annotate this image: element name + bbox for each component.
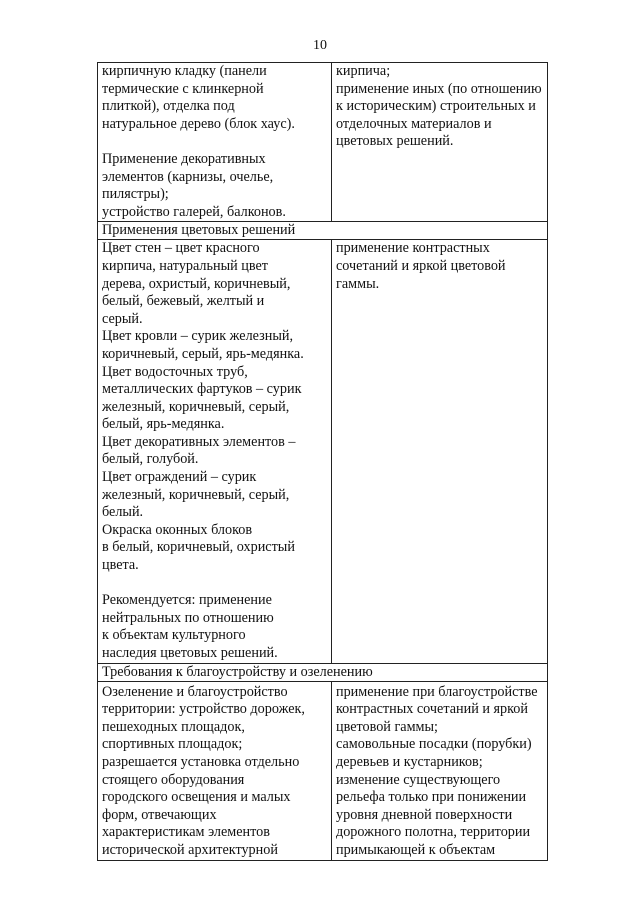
text-line: деревьев и кустарников;	[336, 753, 483, 770]
text-line: белый.	[102, 504, 144, 521]
text-line: к историческим) строительных и	[336, 98, 536, 115]
text-line: сочетаний и яркой цветовой	[336, 257, 506, 274]
text-line: исторической архитектурной	[102, 841, 278, 858]
text-line: элементов (карнизы, очелье,	[102, 168, 274, 185]
text-line: белый, ярь-медянка.	[102, 416, 225, 433]
section-heading-landscaping: Требования к благоустройству и озеленению	[98, 663, 548, 681]
text-line: контрастных сочетаний и яркой	[336, 701, 528, 718]
text-line: цветовых решений.	[336, 133, 454, 150]
text-line: белый, голубой.	[102, 451, 199, 468]
row2-left-cell	[98, 240, 332, 663]
text-line: коричневый, серый, ярь-медянка.	[102, 345, 304, 362]
text-line: гаммы.	[336, 275, 380, 292]
text-line: Цвет ограждений – сурик	[102, 469, 257, 486]
text-line: самовольные посадки (порубки)	[336, 736, 532, 753]
text-line: пилястры);	[102, 186, 169, 203]
section-header-row	[98, 663, 548, 681]
text-line: термические с клинкерной	[102, 80, 264, 97]
text-line: Цвет водосточных труб,	[102, 363, 248, 380]
text-line: цвета.	[102, 557, 139, 574]
row3-right-cell	[332, 681, 548, 860]
text-line: железный, коричневый, серый,	[102, 486, 290, 503]
requirements-table	[97, 62, 548, 861]
table-row	[98, 63, 548, 222]
text-line: применение иных (по отношению	[336, 80, 542, 97]
text-line: серый.	[102, 310, 143, 327]
row1-left-cell	[98, 63, 332, 222]
text-line: характеристикам элементов	[102, 824, 270, 841]
text-line: дерева, охристый, коричневый,	[102, 275, 291, 292]
text-line: дорожного полотна, территории	[336, 824, 531, 841]
text-line: изменение существующего	[336, 771, 501, 788]
section-heading-colors: Применения цветовых решений	[98, 222, 548, 240]
text-line: Рекомендуется: применение	[102, 592, 272, 609]
text-line: кирпича, натуральный цвет	[102, 257, 268, 274]
text-line: Применение декоративных	[102, 150, 266, 167]
text-line: применение контрастных	[336, 240, 490, 257]
text-line: Окраска оконных блоков	[102, 521, 253, 538]
text-line: кирпичную кладку (панели	[102, 63, 267, 79]
table-row	[98, 240, 548, 663]
text-line: натуральное дерево (блок хаус).	[102, 115, 295, 132]
text-line: кирпича;	[336, 63, 391, 79]
text-line: спортивных площадок;	[102, 736, 243, 753]
text-line: Цвет стен – цвет красного	[102, 240, 260, 257]
text-line: пешеходных площадок,	[102, 718, 245, 735]
paragraph-gap	[102, 575, 327, 593]
row1-right-cell	[332, 63, 548, 222]
section-header-row	[98, 222, 548, 240]
text-line: территории: устройство дорожек,	[102, 701, 305, 718]
text-line: к объектам культурного	[102, 627, 246, 644]
text-line: применение при благоустройстве	[336, 683, 538, 700]
text-line: примыкающей к объектам	[336, 841, 496, 858]
text-line: Озеленение и благоустройство	[102, 683, 288, 700]
paragraph-gap	[102, 133, 327, 151]
text-line: устройство галерей, балконов.	[102, 203, 286, 220]
table-row	[98, 681, 548, 860]
text-line: наследия цветовых решений.	[102, 645, 278, 661]
row2-right-cell	[332, 240, 548, 663]
text-line: отделочных материалов и	[336, 115, 492, 132]
text-line: плиткой), отделка под	[102, 98, 235, 115]
text-line: городского освещения и малых	[102, 789, 291, 806]
row3-left-cell	[98, 681, 332, 860]
text-line: стоящего оборудования	[102, 771, 245, 788]
text-line: уровня дневной поверхности	[336, 806, 513, 823]
text-line: в белый, коричневый, охристый	[102, 539, 295, 556]
page-number: 10	[313, 38, 327, 53]
text-line: металлических фартуков – сурик	[102, 381, 302, 398]
text-line: железный, коричневый, серый,	[102, 398, 290, 415]
text-line: белый, бежевый, желтый и	[102, 293, 265, 310]
text-line: цветовой гаммы;	[336, 718, 438, 735]
text-line: Цвет декоративных элементов –	[102, 433, 296, 450]
text-line: Цвет кровли – сурик железный,	[102, 328, 294, 345]
text-line: рельефа только при понижении	[336, 789, 527, 806]
text-line: разрешается установка отдельно	[102, 753, 300, 770]
text-line: нейтральных по отношению	[102, 609, 274, 626]
text-line: форм, отвечающих	[102, 806, 217, 823]
